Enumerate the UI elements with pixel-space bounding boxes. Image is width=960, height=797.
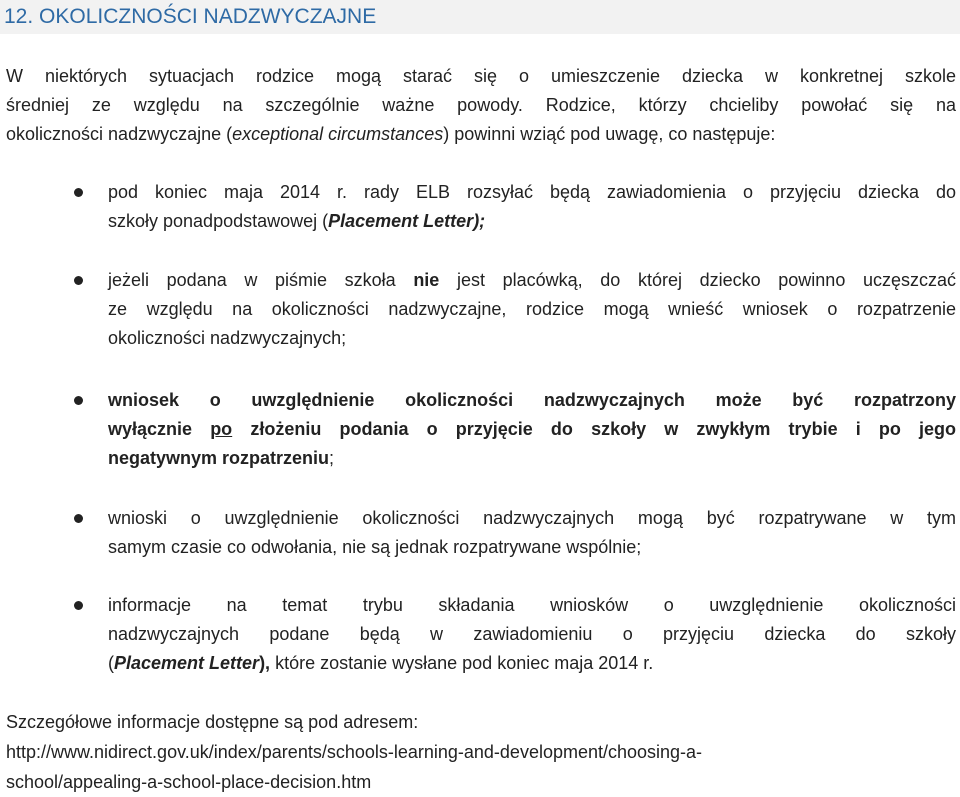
footer-label: Szczegółowe informacje dostępne są pod adresem: [6, 712, 419, 732]
item-text: negatywnym rozpatrzeniu [108, 448, 330, 468]
info-link[interactable] [6, 737, 956, 767]
list-item-text [108, 591, 956, 678]
item-text: ), [259, 653, 271, 673]
item-text: ); [473, 211, 486, 231]
item-line: nadzwyczajnych podane będą w zawiadomieniu o przyjęciu dziecka do szkoły [108, 624, 956, 644]
item-line: ze względu na okoliczności nadzwyczajne, rodzice mogą wnieść wniosek o rozpatrzenie [108, 299, 956, 319]
list-item-text [108, 504, 956, 562]
intro-text: ) powinni wziąć pod uwagę, co następuje: [443, 124, 776, 144]
bullet-icon [74, 188, 83, 197]
intro-line: W niektórych sytuacjach rodzice mogą starać się o umieszczenie dziecka w konkretnej szkole [6, 66, 956, 86]
item-line [108, 415, 956, 444]
emphasis-text: nie [413, 270, 440, 290]
item-line: wniosek o uwzględnienie okoliczności nadzwyczajnych może być rozpatrzony [108, 390, 956, 410]
info-link-line[interactable]: school/appealing-a-school-place-decision.htm [6, 772, 372, 792]
bullet-icon [74, 601, 83, 610]
bullet-icon [74, 514, 83, 523]
item-line: wnioski o uwzględnienie okoliczności nadzwyczajnych mogą być rozpatrywane w tym [108, 508, 956, 528]
list-item-text [108, 266, 956, 353]
section-heading: 12. OKOLICZNOŚCI NADZWYCZAJNE [0, 0, 960, 34]
footer-info [6, 707, 956, 797]
item-line: okoliczności nadzwyczajnych; [108, 328, 347, 348]
bullet-icon [74, 276, 83, 285]
item-text: złożeniu podania o przyjęcie do szkoły w zwykłym trybie i po jego [232, 419, 956, 439]
item-text: ( [108, 653, 114, 673]
list-item-text [108, 178, 956, 236]
english-term: Placement Letter [114, 653, 260, 673]
item-text: jeżeli podana w piśmie szkoła [108, 270, 414, 290]
item-line [108, 444, 956, 473]
item-line: informacje na temat trybu składania wniosków o uwzględnienie okoliczności [108, 595, 956, 615]
intro-english-term: exceptional circumstances [232, 124, 444, 144]
info-link-line[interactable]: http://www.nidirect.gov.uk/index/parents/schools-learning-and-development/choosing-a- [6, 742, 703, 762]
item-line: pod koniec maja 2014 r. rady ELB rozsyłać będą zawiadomienia o przyjęciu dziecka do [108, 182, 956, 202]
intro-line [6, 120, 956, 149]
item-text: jest placówką, do której dziecko powinno uczęszczać [439, 270, 956, 290]
item-line [108, 649, 956, 678]
intro-paragraph [6, 62, 956, 149]
underlined-text: po [210, 419, 233, 439]
intro-text: okoliczności nadzwyczajne ( [6, 124, 233, 144]
list-item-text [108, 386, 956, 473]
english-term: Placement Letter [328, 211, 474, 231]
item-text: ; [329, 448, 335, 468]
item-text: wyłącznie [108, 419, 211, 439]
item-line [108, 266, 956, 295]
intro-line: średniej ze względu na szczególnie ważne powody. Rodzice, którzy chcieliby powołać się na [6, 95, 956, 115]
bullet-icon [74, 396, 83, 405]
info-link[interactable] [6, 767, 956, 797]
item-text: szkoły ponadpodstawowej ( [108, 211, 329, 231]
item-text: które zostanie wysłane pod koniec maja 2014 r. [270, 653, 654, 673]
item-line [108, 207, 956, 236]
item-line: samym czasie co odwołania, nie są jednak rozpatrywane wspólnie; [108, 537, 642, 557]
